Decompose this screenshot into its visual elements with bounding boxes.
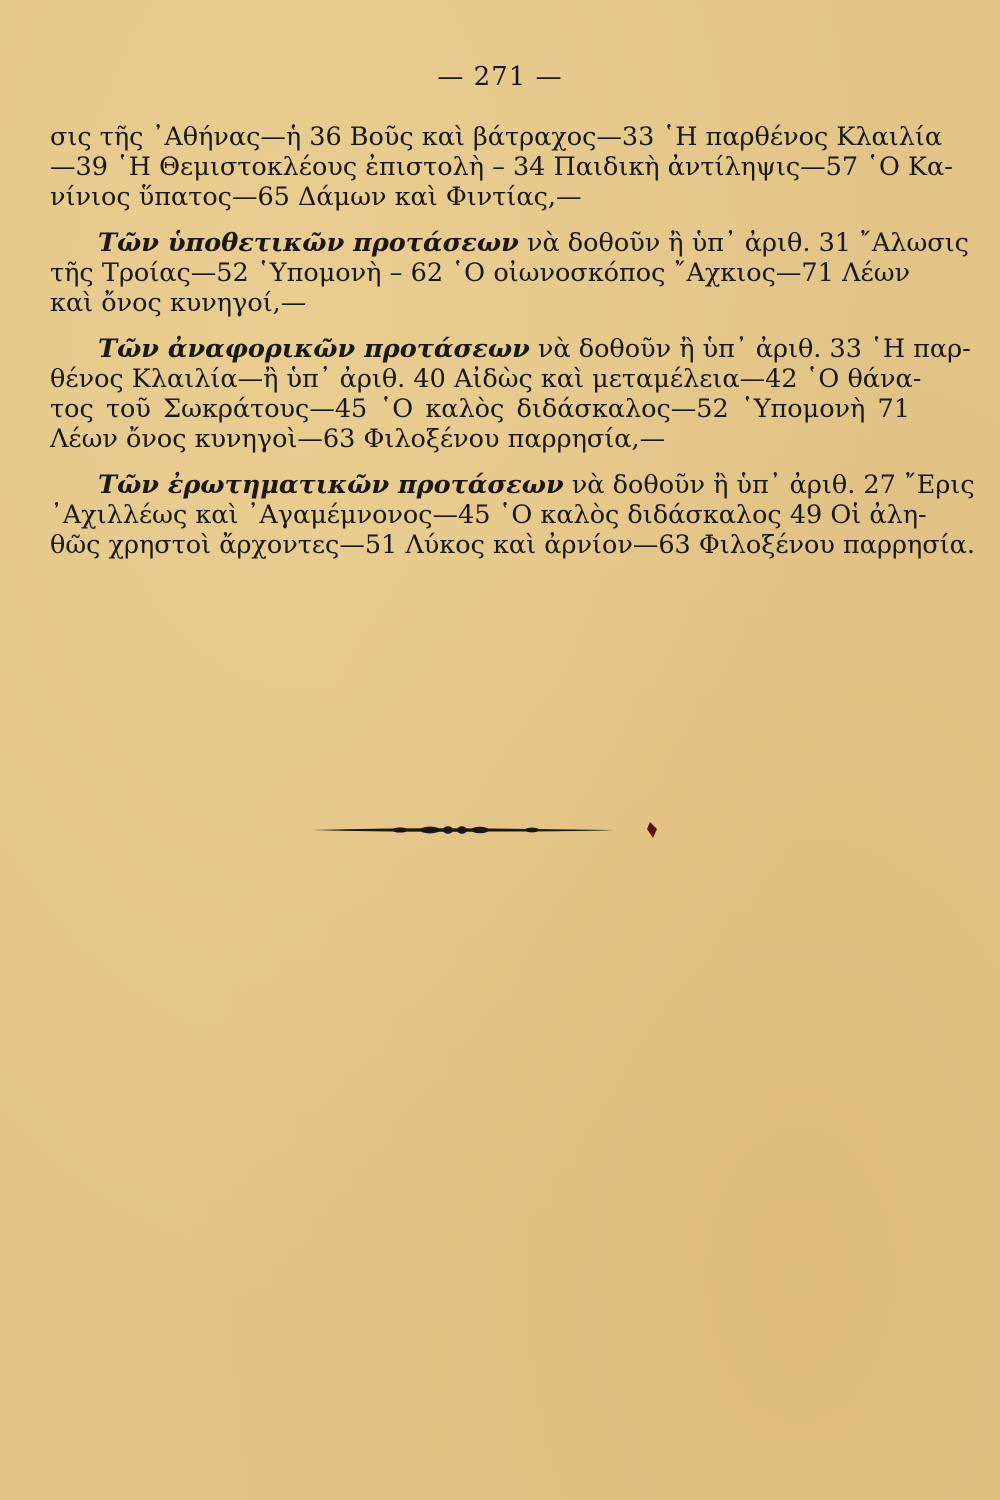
line-text: —39 ῾Η Θεμιστοκλέους ἐπιστολὴ – 34 Παιδικὴ ἀντίληψις—57 ῾Ο Κα- <box>50 152 953 182</box>
line-text: νὰ δοθοῦν ἢ ὑπ᾿ ἀριθ. 27 ῎Ερις <box>563 470 975 500</box>
text-line <box>50 530 975 560</box>
text-line <box>50 258 910 288</box>
line-text: θῶς χρηστοὶ ἄρχοντες—51 Λύκος καὶ ἀρνίον—63 Φιλοξένου παρρησία. <box>50 530 975 560</box>
line-text: Λέων ὄνος κυνηγοὶ—63 Φιλοξένου παρρησία,— <box>50 424 666 454</box>
line-text: τῆς Τροίας—52 ῾Υπομονὴ – 62 ῾Ο οἰωνοσκόπος ῎Αχκιος—71 Λέων <box>50 258 910 288</box>
line-text: τος τοῦ Σωκράτους—45 ῾Ο καλὸς διδάσκαλος—52 ῾Υπομονὴ 71 <box>50 394 910 424</box>
text-line <box>50 122 943 152</box>
line-text: νὰ δοθοῦν ἢ ὑπ᾿ ἀριθ. 33 ῾Η παρ- <box>529 334 971 364</box>
text-line <box>50 500 927 530</box>
text-line <box>50 152 953 182</box>
line-text: θένος Κλαιλία—ἢ ὑπ᾿ ἀριθ. 40 Αἰδὼς καὶ μεταμέλεια—42 ῾Ο θάνα- <box>50 364 922 394</box>
line-text: ᾿Αχιλλέως καὶ ᾿Αγαμέμνονος—45 ῾Ο καλὸς διδάσκαλος 49 Οἱ ἀλη- <box>50 500 927 530</box>
line-text: σις τῆς ᾿Αθήνας—ἡ 36 Βοῦς καὶ βάτραχος—33 ῾Η παρθένος Κλαιλία <box>50 122 943 152</box>
paragraph <box>50 228 969 318</box>
heading-phrase: Τῶν ἀναφορικῶν προτάσεων <box>98 334 530 364</box>
text-line <box>50 288 910 318</box>
line-text: νίνιος ὕπατος—65 Δάμων καὶ Φιντίας,— <box>50 182 582 212</box>
page-number: — 271 — <box>437 62 563 92</box>
text-line <box>50 364 922 394</box>
paragraph <box>50 122 953 212</box>
line-text: καὶ ὄνος κυνηγοί,— <box>50 288 307 318</box>
heading-phrase: Τῶν ὑποθετικῶν προτάσεων <box>98 228 519 258</box>
text-line <box>50 470 975 500</box>
text-line <box>50 182 910 212</box>
text-line <box>50 394 910 424</box>
heading-phrase: Τῶν ἐρωτηματικῶν προτάσεων <box>98 470 564 500</box>
paragraph <box>50 334 971 454</box>
paragraph <box>50 470 975 560</box>
text-line <box>50 424 910 454</box>
ornament-divider <box>310 818 670 842</box>
text-line <box>50 228 969 258</box>
text-line <box>50 334 971 364</box>
text-block <box>50 122 975 576</box>
line-text: νὰ δοθοῦν ἢ ὑπ᾿ ἀριθ. 31 ῎Αλωσις <box>518 228 969 258</box>
